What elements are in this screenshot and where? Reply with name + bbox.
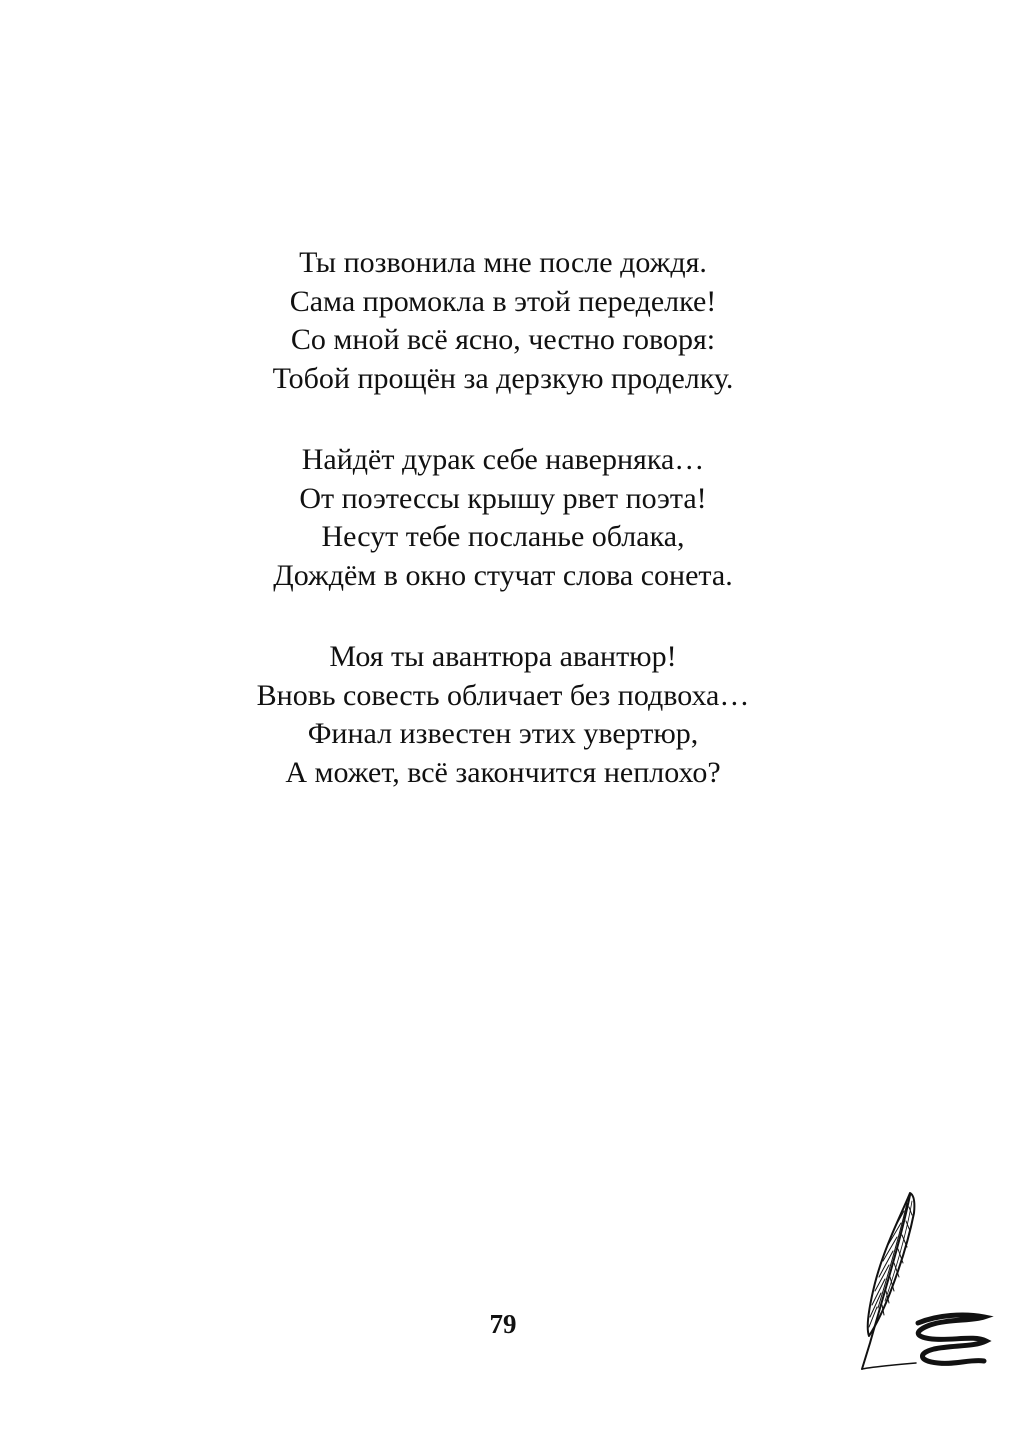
poem-line: Найдёт дурак себе наверняка… [301,443,705,476]
poem-line: Ты позвонила мне после дождя. [299,246,707,279]
poem-line: Вновь совесть обличает без подвоха… [256,678,750,712]
stanza-3 [0,638,1006,792]
poem-line: Финал известен этих увертюр, [307,717,699,750]
quill-feather-icon [852,1183,997,1383]
poem-line: Дождём в окно стучат слова сонета. [273,558,733,592]
poem-line: Несут тебе посланье облака, [321,520,685,553]
poem-line: Моя ты авантюра авантюр! [329,640,677,673]
poem-line: Тобой прощён за дерзкую проделку. [272,361,734,395]
poem-line: От поэтессы крышу рвет поэта! [299,481,707,515]
stanza-2 [0,441,1006,595]
poem-line: А может, всё закончится неплохо? [285,755,721,789]
page-number: 79 [489,1309,517,1339]
poem [0,244,1006,835]
poem-line: Со мной всё ясно, честно говоря: [290,323,716,356]
poem-line: Сама промокла в этой переделке! [289,284,717,318]
stanza-1 [0,244,1006,398]
